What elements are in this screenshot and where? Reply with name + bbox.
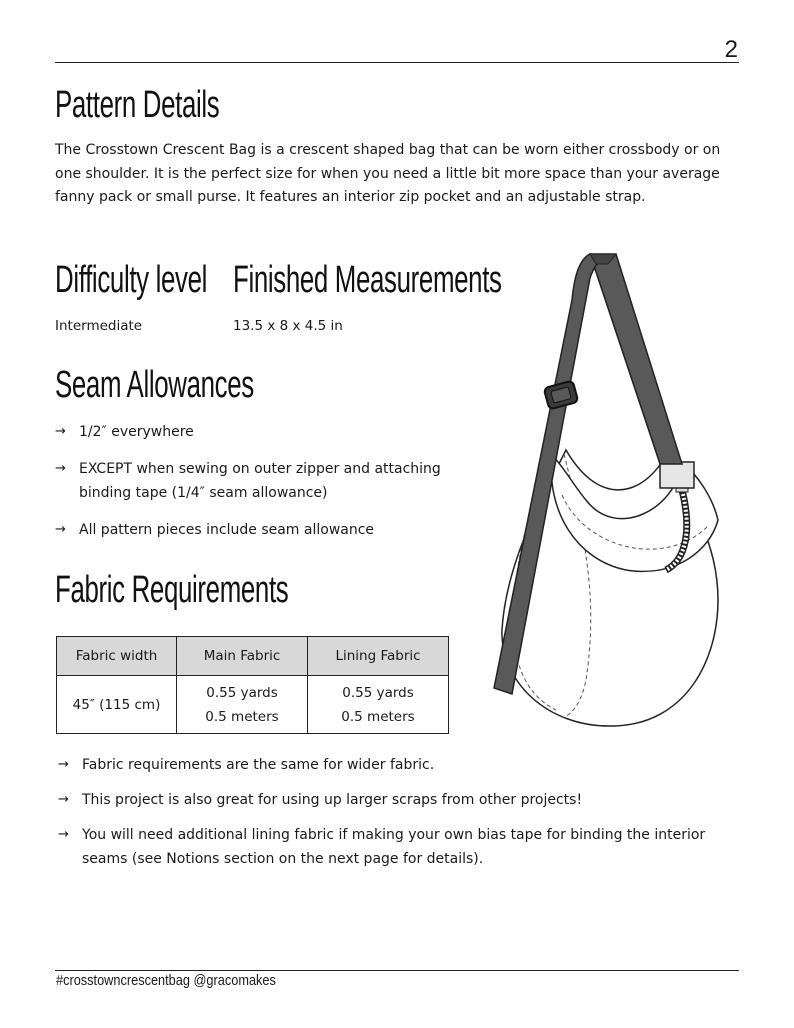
list-item: → Fabric requirements are the same for wider fabric. [58,753,705,777]
arrow-icon: → [55,424,66,439]
footer-hashtags: #crosstowncrescentbag @gracomakes [56,972,276,989]
list-item: → This project is also great for using up larger scraps from other projects! [58,788,705,812]
table-row [57,676,449,734]
table-cell-main: 0.55 yards 0.5 meters [177,676,308,734]
table-header-cell: Fabric width [57,637,177,676]
arrow-icon: → [55,522,66,537]
header-rule [55,62,739,63]
table-header-cell: Lining Fabric [308,637,449,676]
pattern-details-heading: Pattern Details [55,84,220,126]
list-item: → 1/2″ everywhere [55,420,441,444]
table-header-cell: Main Fabric [177,637,308,676]
arrow-icon: → [58,827,69,842]
table-cell-lining: 0.55 yards 0.5 meters [308,676,449,734]
pattern-details-text: The Crosstown Crescent Bag is a crescent shaped bag that can be worn either crossbody or on one shoulder. It is the perfect size for when you need a little bit more space than your average fanny pack or small purse. It features an interior zip pocket and an adjustable strap. [55,142,721,205]
fabric-notes-list [58,753,705,871]
seam-allowances-heading: Seam Allowances [55,364,254,406]
page-number: 2 [724,36,738,63]
footer-rule [55,970,739,971]
measurements-value: 13.5 x 8 x 4.5 in [233,318,343,334]
fabric-requirements-heading: Fabric Requirements [55,569,289,611]
list-item: → EXCEPT when sewing on outer zipper and attaching binding tape (1/4″ seam allowance) [55,457,441,505]
difficulty-value: Intermediate [55,318,143,334]
arrow-icon: → [55,461,66,476]
arrow-icon: → [58,757,69,772]
table-header-row [57,637,449,676]
measurements-heading: Finished Measurements [233,259,502,301]
list-item: → All pattern pieces include seam allowance [55,518,441,542]
fabric-table [56,636,449,734]
difficulty-heading: Difficulty level [55,259,208,301]
arrow-icon: → [58,792,69,807]
table-cell-width: 45″ (115 cm) [57,676,177,734]
list-item: → You will need additional lining fabric if making your own bias tape for binding the interior seams (see Notions section on the next page for details). [58,823,705,871]
seam-allowances-list [55,420,441,542]
crescent-bag-illustration [486,250,726,740]
